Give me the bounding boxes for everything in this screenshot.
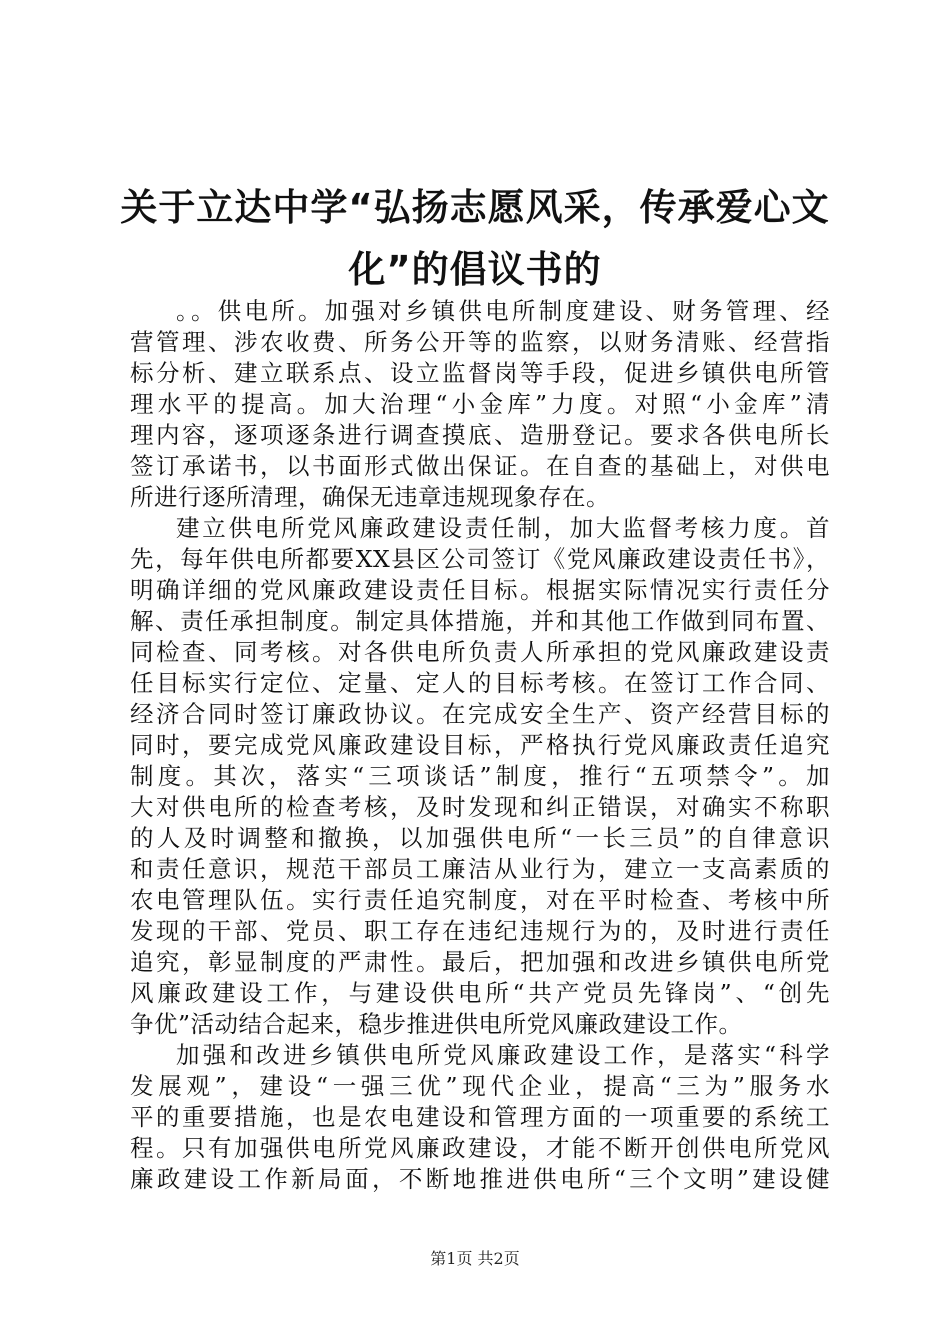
body-line: 经济合同时签订廉政协议。在完成安全生产、资产经营目标的 (130, 700, 830, 728)
body-line: 发现的干部、党员、职工存在违纪违规行为的，及时进行责任 (130, 917, 830, 945)
body-line: 争优”活动结合起来，稳步推进供电所党风廉政建设工作。 (130, 1010, 743, 1038)
document-body (130, 296, 830, 1195)
body-line: 农电管理队伍。实行责任追究制度，对在平时检查、考核中所 (130, 886, 830, 914)
body-line: 风廉政建设工作，与建设供电所“共产党员先锋岗”、“创先 (130, 979, 830, 1007)
body-line: 程。只有加强供电所党风廉政建设，才能不断开创供电所党风 (130, 1134, 830, 1162)
body-line: 建立供电所党风廉政建设责任制，加大监督考核力度。首 (176, 514, 830, 542)
body-line: 所进行逐所清理，确保无违章违规现象存在。 (130, 483, 610, 511)
body-line: 同时，要完成党风廉政建设目标，严格执行党风廉政责任追究 (130, 731, 830, 759)
body-line: 签订承诺书，以书面形式做出保证。在自查的基础上，对供电 (130, 452, 830, 480)
body-line: 制度。其次，落实“三项谈话”制度，推行“五项禁令”。加 (130, 762, 830, 790)
body-line: 任目标实行定位、定量、定人的目标考核。在签订工作合同、 (130, 669, 830, 697)
body-line: 和责任意识，规范干部员工廉洁从业行为，建立一支高素质的 (130, 855, 830, 883)
document-title-line-1: 关于立达中学“弘扬志愿风采，传承爱心文 (120, 186, 830, 229)
body-line: 平的重要措施，也是农电建设和管理方面的一项重要的系统工 (130, 1103, 830, 1131)
body-line: 同检查、同考核。对各供电所负责人所承担的党风廉政建设责 (130, 638, 830, 666)
body-line: 。。供电所。加强对乡镇供电所制度建设、财务管理、经 (176, 297, 830, 325)
body-line: 营管理、涉农收费、所务公开等的监察，以财务清账、经营指 (130, 328, 830, 356)
body-line: 先，每年供电所都要XX县区公司签订《党风廉政建设责任书》， (130, 545, 830, 573)
page-footer: 第1页 共2页 (430, 1249, 520, 1268)
body-line: 明确详细的党风廉政建设责任目标。根据实际情况实行责任分 (130, 576, 830, 604)
body-line: 理内容，逐项逐条进行调查摸底、造册登记。要求各供电所长 (130, 421, 830, 449)
body-line: 解、责任承担制度。制定具体措施，并和其他工作做到同布置、 (130, 607, 830, 635)
body-line: 的人及时调整和撤换，以加强供电所“一长三员”的自律意识 (130, 824, 830, 852)
body-line: 标分析、建立联系点、设立监督岗等手段，促进乡镇供电所管 (130, 359, 830, 387)
body-line: 发展观”，建设“一强三优”现代企业，提高“三为”服务水 (130, 1072, 830, 1100)
body-line: 加强和改进乡镇供电所党风廉政建设工作，是落实“科学 (176, 1041, 830, 1069)
body-line: 追究，彰显制度的严肃性。最后，把加强和改进乡镇供电所党 (130, 948, 830, 976)
body-line: 理水平的提高。加大治理“小金库”力度。对照“小金库”清 (130, 390, 830, 418)
body-line: 大对供电所的检查考核，及时发现和纠正错误，对确实不称职 (130, 793, 830, 821)
document-title-line-2: 化”的倡议书的 (348, 248, 602, 291)
body-line: 廉政建设工作新局面，不断地推进供电所“三个文明”建设健 (130, 1165, 830, 1193)
